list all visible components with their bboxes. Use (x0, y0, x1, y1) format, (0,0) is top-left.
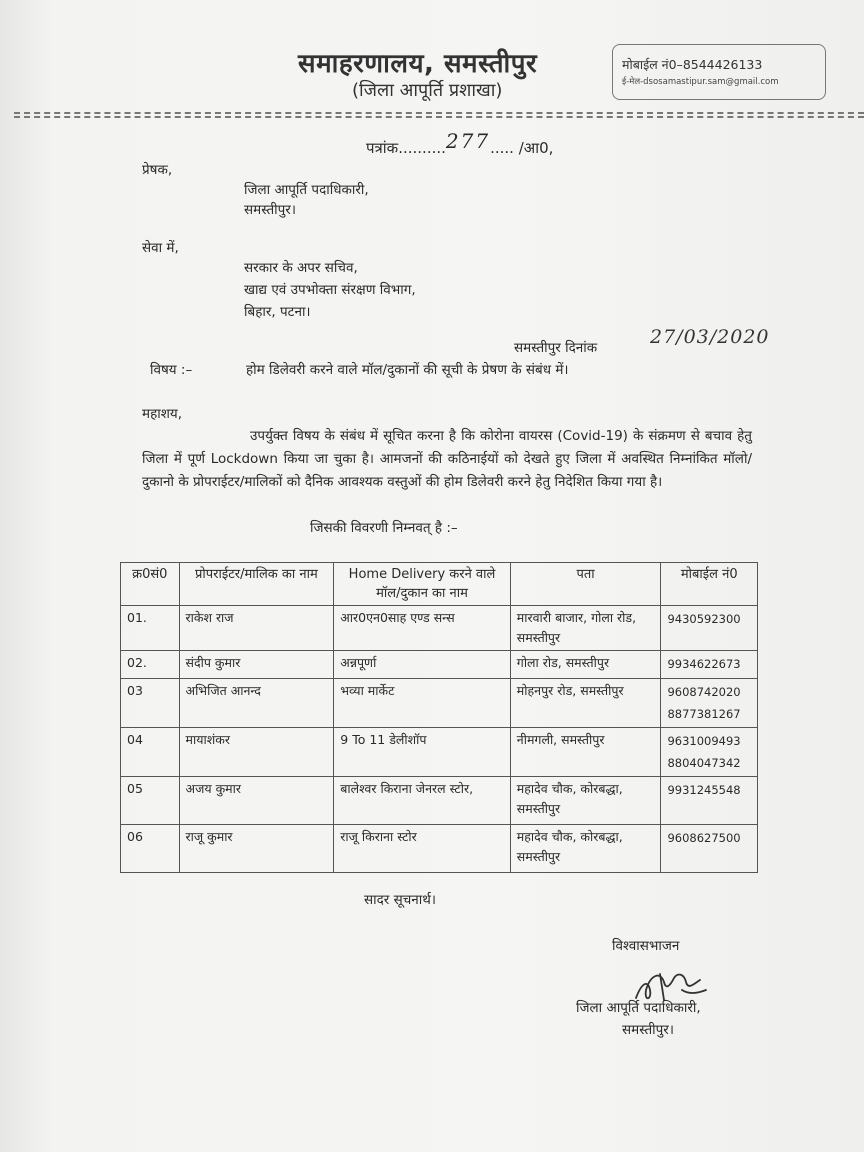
cell-owner: राकेश राज (179, 606, 334, 651)
cell-mobile (661, 606, 758, 651)
cell-serial: 01. (121, 606, 180, 651)
cell-address: नीमगली, समस्तीपुर (510, 728, 661, 777)
cell-shop: भव्या मार्केट (334, 679, 511, 728)
mobile-number: 9608627500 (667, 831, 741, 845)
mobile-number-alt: 8877381267 (667, 707, 741, 721)
cell-mobile (661, 777, 758, 825)
recipient-label: सेवा में, (142, 240, 179, 256)
cell-owner: अजय कुमार (179, 777, 334, 825)
signatory-place: समस्तीपुर। (622, 1022, 674, 1038)
cell-serial: 03 (121, 679, 180, 728)
cell-address: मारवारी बाजार, गोला रोड, समस्तीपुर (510, 606, 661, 651)
sender-line-2: समस्तीपुर। (244, 202, 296, 218)
table-header-row (121, 563, 758, 606)
reference-line: पत्रांक..........277..... /आ0, (366, 129, 554, 157)
table-row (121, 651, 758, 679)
table-row (121, 728, 758, 777)
header-divider (14, 112, 864, 114)
cell-shop: बालेश्वर किराना जेनरल स्टोर, (334, 777, 511, 825)
cell-serial: 05 (121, 777, 180, 825)
table-row (121, 777, 758, 825)
cell-shop: 9 To 11 डेलीशॉप (334, 728, 511, 777)
cell-address: महादेव चौक, कोरबद्धा, समस्तीपुर (510, 825, 661, 873)
recipient-line-2: खाद्य एवं उपभोक्ता संरक्षण विभाग, (244, 282, 416, 298)
mobile-number: 9931245548 (667, 783, 741, 797)
table-intro: जिसकी विवरणी निम्नवत् है :– (310, 520, 458, 536)
cell-owner: मायाशंकर (179, 728, 334, 777)
cell-serial: 06 (121, 825, 180, 873)
cell-address: महादेव चौक, कोरबद्धा, समस्तीपुर (510, 777, 661, 825)
recipient-line-1: सरकार के अपर सचिव, (244, 260, 358, 276)
sender-line-1: जिला आपूर्ति पदाधिकारी, (244, 182, 369, 198)
cell-owner: संदीप कुमार (179, 651, 334, 679)
closing-info: सादर सूचनार्थ। (364, 892, 437, 908)
mobile-number: 9608742020 (667, 685, 741, 699)
table-row (121, 825, 758, 873)
header-owner: प्रोपराईटर/मालिक का नाम (179, 563, 334, 606)
body-paragraph: उपर्युक्त विषय के संबंध में सूचित करना है कि कोरोना वायरस (Covid-19) के संक्रमण से बचाव हेतु जिला में पूर्ण Lockdown किया जा चुका है। आमजनों की कठिनाईयों को देखते हुए जिला में अवस्थित निम्नांकित मॉलो/दुकानो के प्रोपराईटर/मालिकों को दैनिक आवश्यक वस्तुओं की होम डिलेवरी करने हेतु निदेशित किया गया है। (142, 428, 752, 490)
cell-owner: अभिजित आनन्द (179, 679, 334, 728)
reference-number: 277 (445, 129, 491, 153)
recipient-line-3: बिहार, पटना। (244, 304, 311, 320)
cell-mobile (661, 825, 758, 873)
shop-list-table (120, 562, 758, 873)
header-mobile: मोबाईल नं0 (661, 563, 758, 606)
header-serial: क्र0सं0 (121, 563, 180, 606)
cell-mobile (661, 728, 758, 777)
date-value: 27/03/2020 (650, 326, 770, 348)
mobile-number: 9430592300 (667, 612, 741, 626)
cell-address: मोहनपुर रोड, समस्तीपुर (510, 679, 661, 728)
mobile-number-alt: 8804047342 (667, 756, 741, 770)
signatory-designation: जिला आपूर्ति पदाधिकारी, (576, 1000, 701, 1016)
cell-serial: 04 (121, 728, 180, 777)
reference-prefix: पत्रांक (366, 139, 399, 157)
table-row (121, 679, 758, 728)
mobile-number: 9631009493 (667, 734, 741, 748)
date-label: समस्तीपुर दिनांक (514, 340, 598, 356)
cell-shop: अन्नपूर्णा (334, 651, 511, 679)
cell-address: गोला रोड, समस्तीपुर (510, 651, 661, 679)
table-row (121, 606, 758, 651)
subject-label: विषय :– (150, 362, 193, 378)
closing-regards: विश्वासभाजन (612, 938, 680, 954)
office-title: समाहरणालय, समस्तीपुर (298, 49, 538, 79)
cell-shop: आर0एन0साह एण्ड सन्स (334, 606, 511, 651)
cell-owner: राजू कुमार (179, 825, 334, 873)
cell-shop: राजू किराना स्टोर (334, 825, 511, 873)
branch-subtitle: (जिला आपूर्ति प्रशाखा) (352, 80, 503, 101)
cell-mobile (661, 651, 758, 679)
mobile-number: 9934622673 (667, 657, 741, 671)
header-divider-secondary (14, 116, 864, 118)
sender-label: प्रेषक, (142, 162, 173, 178)
header-address: पता (510, 563, 661, 606)
subject-text: होम डिलेवरी करने वाले मॉल/दुकानों की सूची के प्रेषण के संबंध में। (246, 362, 569, 378)
reference-suffix: /आ0, (518, 139, 554, 157)
cell-serial: 02. (121, 651, 180, 679)
office-email: ई-मेल-dsosamastipur.sam@gmail.com (622, 77, 779, 87)
salutation: महाशय, (142, 406, 183, 422)
office-mobile: मोबाईल नं0–8544426133 (622, 57, 763, 72)
cell-mobile (661, 679, 758, 728)
header-shop: Home Delivery करने वाले मॉल/दुकान का नाम (334, 563, 511, 606)
